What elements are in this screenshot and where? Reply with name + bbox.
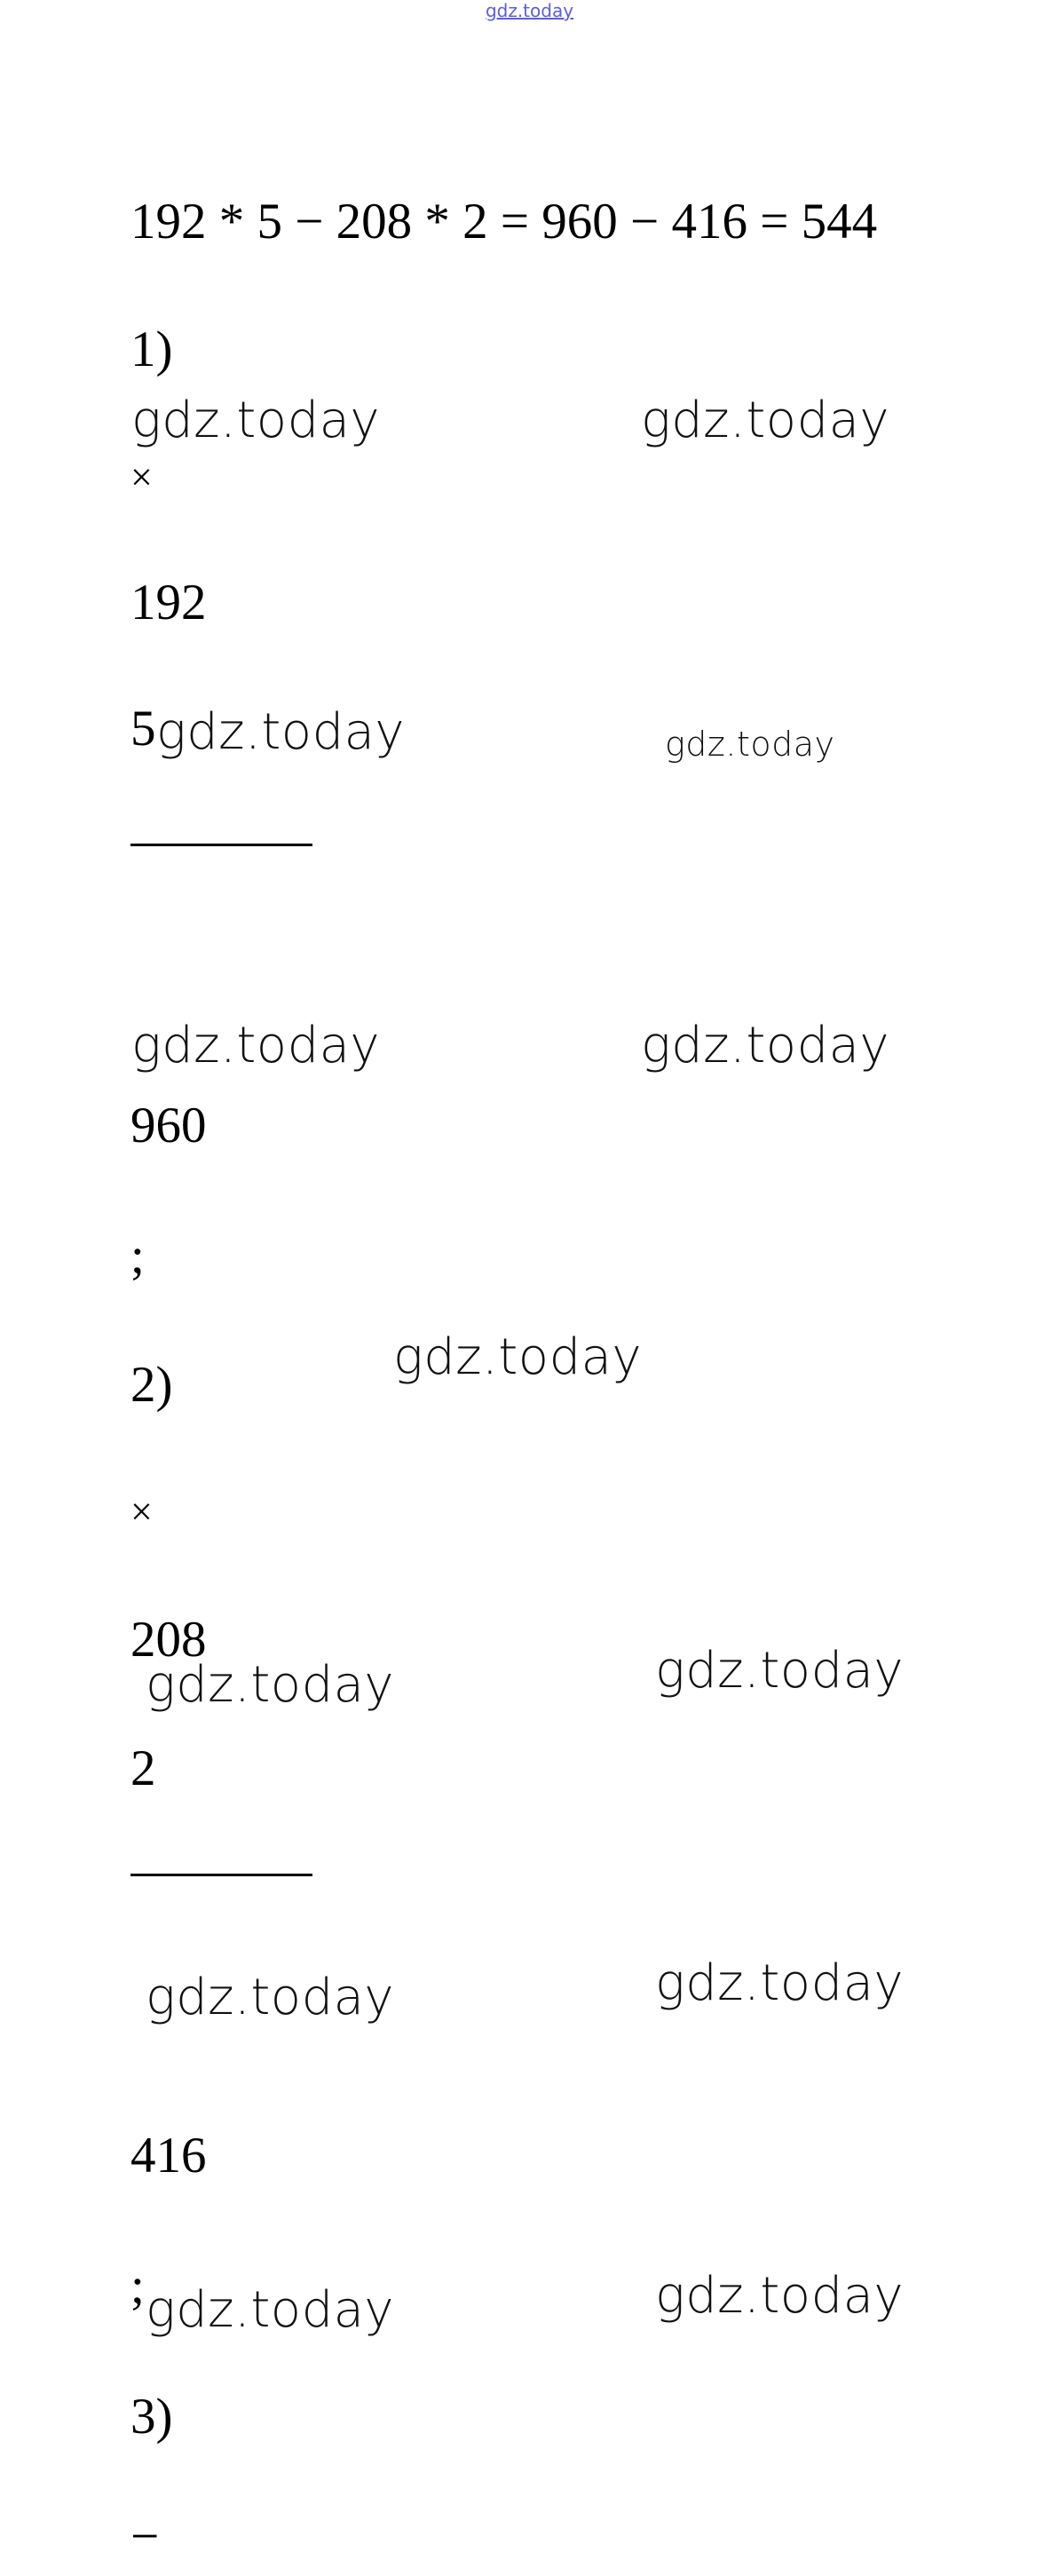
watermark: gdz.today xyxy=(655,2267,905,2325)
step-1-operand-a: 192 xyxy=(130,575,207,630)
watermark: gdz.today xyxy=(131,392,381,449)
step-2-label: 2) xyxy=(130,1357,173,1413)
watermark: gdz.today xyxy=(641,1017,890,1074)
watermark: gdz.today xyxy=(146,1656,395,1714)
step-2-underline xyxy=(130,1874,312,1876)
step-1-operand-b: 5 xyxy=(130,701,156,757)
watermark: gdz.today xyxy=(655,1642,905,1700)
step-2-operand-a: 208 xyxy=(130,1612,207,1668)
watermark: gdz.today xyxy=(665,725,835,764)
step-1-times-sign: × xyxy=(130,456,153,499)
step-3-label: 3) xyxy=(130,2389,173,2445)
top-link[interactable]: gdz.today xyxy=(485,0,574,21)
step-3-minus-sign: − xyxy=(130,2509,160,2564)
watermark: gdz.today xyxy=(393,1328,643,1386)
formula-line: 192 * 5 − 208 * 2 = 960 − 416 = 544 xyxy=(130,194,878,250)
step-2-operand-b: 2 xyxy=(130,1740,156,1796)
step-1-separator: ; xyxy=(130,1228,145,1284)
watermark: gdz.today xyxy=(655,1954,905,2012)
step-2-separator: ; xyxy=(130,2258,145,2314)
step-1-underline xyxy=(130,844,312,846)
watermark: gdz.today xyxy=(146,1969,395,2026)
step-2-times-sign: × xyxy=(130,1490,153,1534)
watermark: gdz.today xyxy=(131,1017,381,1074)
watermark: gdz.today xyxy=(146,2281,395,2339)
step-1-label: 1) xyxy=(130,321,173,377)
watermark: gdz.today xyxy=(641,392,890,449)
step-2-result: 416 xyxy=(130,2128,207,2184)
step-1-result: 960 xyxy=(130,1098,207,1153)
watermark: gdz.today xyxy=(156,703,406,761)
